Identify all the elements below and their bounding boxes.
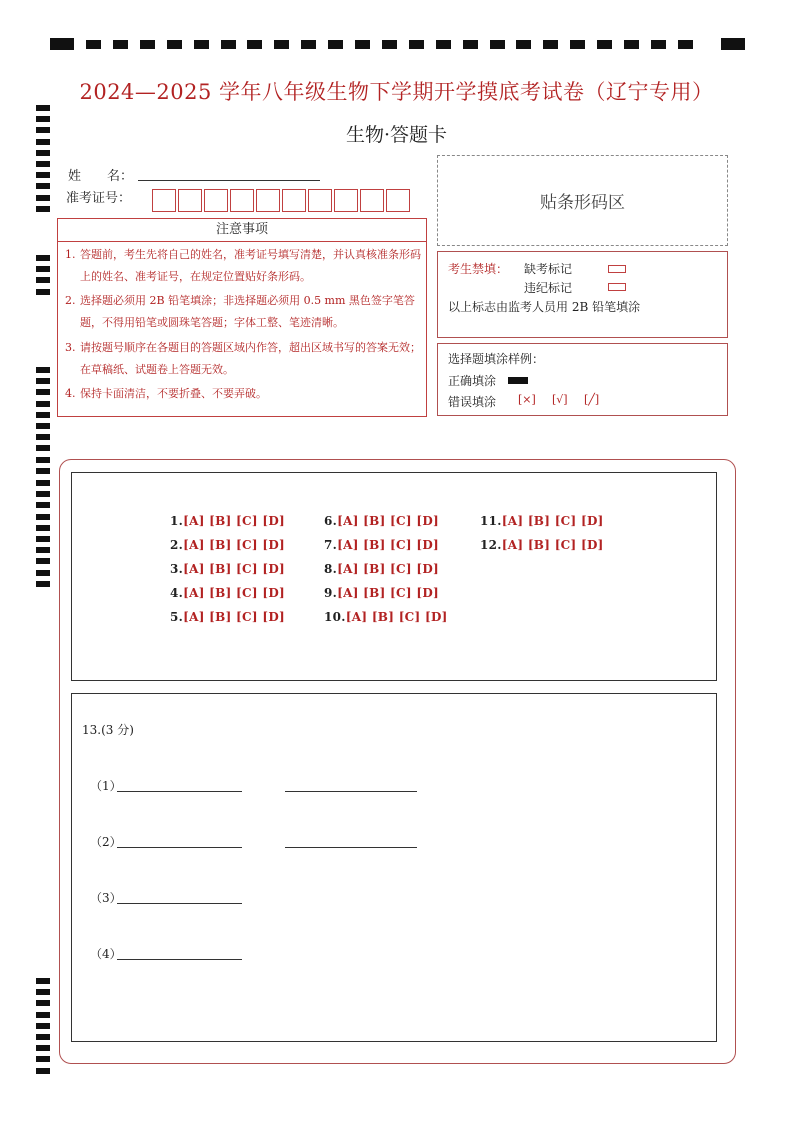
wrong-mark-slash: [╱] — [584, 393, 600, 406]
timing-mark — [570, 40, 585, 49]
exam-id-digit-box[interactable] — [256, 189, 280, 212]
side-timing-mark — [36, 1023, 50, 1029]
side-timing-mark — [36, 536, 50, 542]
question-number: 10. — [324, 610, 346, 624]
choice-question-9[interactable] — [324, 586, 439, 600]
timing-mark — [678, 40, 693, 49]
fill-sample-box — [437, 343, 728, 416]
side-timing-mark — [36, 502, 50, 508]
question-number: 1. — [170, 514, 184, 528]
q13-part-1-blank-1[interactable] — [117, 791, 242, 792]
notice-item — [65, 244, 423, 288]
side-timing-mark — [36, 1045, 50, 1051]
notice-item-number: 3. — [65, 341, 76, 354]
answer-options[interactable]: [A] [B] [C] [D] — [183, 514, 286, 528]
side-timing-mark — [36, 525, 50, 531]
notice-item-text: 请按题号顺序在各题目的答题区域内作答，超出区域书写的答案无效；在草稿纸、试题卷上答题无效。 — [80, 341, 421, 376]
notice-item-text: 选择题必须用 2B 铅笔填涂；非选择题必须用 0.5 mm 黑色签字笔答题，不得用铅笔或圆珠笔答题；字体工整、笔迹清晰。 — [80, 294, 415, 329]
choice-question-11[interactable] — [480, 514, 604, 528]
question-13-title: 13.(3 分) — [82, 723, 134, 737]
exam-id-digit-box[interactable] — [308, 189, 332, 212]
question-number: 4. — [170, 586, 184, 600]
timing-mark — [721, 38, 745, 50]
notice-item — [65, 383, 423, 405]
side-timing-mark — [36, 1000, 50, 1006]
choice-question-1[interactable] — [170, 514, 285, 528]
q13-part-3-blank-1[interactable] — [117, 903, 242, 904]
choice-question-7[interactable] — [324, 538, 439, 552]
timing-mark — [274, 40, 289, 49]
violation-mark-label: 违纪标记 — [524, 281, 573, 295]
question-number: 7. — [324, 538, 338, 552]
choice-question-8[interactable] — [324, 562, 439, 576]
question-number: 8. — [324, 562, 338, 576]
answer-options[interactable]: [A] [B] [C] [D] — [337, 562, 440, 576]
answer-options[interactable]: [A] [B] [C] [D] — [501, 538, 604, 552]
timing-mark — [382, 40, 397, 49]
question-number: 5. — [170, 610, 184, 624]
wrong-mark-check: [√] — [552, 393, 568, 406]
q13-part-4-blank-1[interactable] — [117, 959, 242, 960]
barcode-area — [437, 155, 728, 246]
exam-id-label: 准考证号： — [66, 191, 132, 206]
q13-part-3-label: （3） — [90, 891, 122, 905]
answer-options[interactable]: [A] [B] [C] [D] — [183, 562, 286, 576]
side-timing-mark — [36, 266, 50, 272]
notice-item-number: 4. — [65, 387, 76, 400]
choice-question-12[interactable] — [480, 538, 604, 552]
answer-options[interactable]: [A] [B] [C] [D] — [501, 514, 604, 528]
exam-id-digit-box[interactable] — [386, 189, 410, 212]
question-number: 9. — [324, 586, 338, 600]
side-timing-mark — [36, 547, 50, 553]
side-timing-mark — [36, 183, 50, 189]
timing-mark — [355, 40, 370, 49]
q13-part-1-blank-2[interactable] — [285, 791, 417, 792]
side-timing-mark — [36, 277, 50, 283]
side-timing-mark — [36, 401, 50, 407]
exam-id-digit-box[interactable] — [230, 189, 254, 212]
exam-title: 2024—2025 学年八年级生物下学期开学摸底考试卷（辽宁专用） — [79, 80, 714, 104]
side-timing-mark — [36, 1068, 50, 1074]
choice-questions-box — [71, 472, 717, 681]
timing-mark — [543, 40, 558, 49]
answer-options[interactable]: [A] [B] [C] [D] — [337, 538, 440, 552]
side-timing-mark — [36, 581, 50, 587]
timing-mark — [221, 40, 236, 49]
question-number: 11. — [480, 514, 502, 528]
side-timing-mark — [36, 1056, 50, 1062]
wrong-mark-cross: [×] — [518, 393, 536, 406]
absent-mark-label: 缺考标记 — [524, 262, 573, 276]
barcode-area-label: 贴条形码区 — [540, 193, 625, 213]
side-timing-mark — [36, 480, 50, 486]
notice-item-number: 2. — [65, 294, 76, 307]
notice-box — [57, 242, 427, 417]
answer-options[interactable]: [A] [B] [C] [D] — [183, 586, 286, 600]
q13-part-4-label: （4） — [90, 947, 122, 961]
side-timing-mark — [36, 195, 50, 201]
name-field[interactable] — [138, 180, 320, 181]
correct-fill-label: 正确填涂 — [448, 374, 497, 388]
timing-mark — [651, 40, 666, 49]
timing-mark — [463, 40, 478, 49]
fill-sample-heading: 选择题填涂样例： — [448, 352, 545, 366]
side-timing-mark — [36, 412, 50, 418]
side-timing-mark — [36, 468, 50, 474]
side-timing-mark — [36, 206, 50, 212]
timing-mark — [624, 40, 639, 49]
side-timing-mark — [36, 289, 50, 295]
timing-mark — [490, 40, 505, 49]
proctor-marks-box — [437, 251, 728, 338]
question-number: 2. — [170, 538, 184, 552]
answer-options[interactable]: [A] [B] [C] [D] — [183, 610, 286, 624]
side-timing-mark — [36, 989, 50, 995]
side-timing-mark — [36, 978, 50, 984]
question-number: 6. — [324, 514, 338, 528]
correct-fill-swatch — [508, 377, 528, 384]
notice-heading: 注意事项 — [57, 218, 427, 242]
answer-options[interactable]: [A] [B] [C] [D] — [183, 538, 286, 552]
side-timing-mark — [36, 570, 50, 576]
notice-item — [65, 290, 423, 334]
answer-options[interactable]: [A] [B] [C] [D] — [337, 586, 440, 600]
side-timing-mark — [36, 389, 50, 395]
exam-id-digit-box[interactable] — [204, 189, 228, 212]
side-timing-mark — [36, 150, 50, 156]
answer-options[interactable]: [A] [B] [C] [D] — [345, 610, 448, 624]
timing-mark — [167, 40, 182, 49]
side-timing-mark — [36, 1012, 50, 1018]
timing-mark — [247, 40, 262, 49]
timing-mark — [409, 40, 424, 49]
side-timing-mark — [36, 172, 50, 178]
choice-question-10[interactable] — [324, 610, 448, 624]
side-timing-mark — [36, 558, 50, 564]
q13-part-2-blank-1[interactable] — [117, 847, 242, 848]
side-timing-mark — [36, 491, 50, 497]
question-13-box — [71, 693, 717, 1042]
notice-item — [65, 337, 423, 381]
timing-mark — [301, 40, 316, 49]
timing-mark — [50, 38, 74, 50]
exam-id-digit-box[interactable] — [334, 189, 358, 212]
answer-sheet-subtitle: 生物·答题卡 — [345, 124, 448, 146]
forbidden-label: 考生禁填： — [448, 262, 509, 276]
choice-question-2[interactable] — [170, 538, 285, 552]
choice-question-6[interactable] — [324, 514, 439, 528]
notice-item-number: 1. — [65, 248, 76, 261]
side-timing-mark — [36, 514, 50, 520]
timing-mark — [86, 40, 101, 49]
violation-mark-box[interactable] — [608, 283, 626, 291]
choice-question-5[interactable] — [170, 610, 285, 624]
proctor-note: 以上标志由监考人员用 2B 铅笔填涂 — [448, 300, 641, 314]
side-timing-mark — [36, 378, 50, 384]
timing-mark — [597, 40, 612, 49]
choice-question-4[interactable] — [170, 586, 285, 600]
timing-mark — [194, 40, 209, 49]
side-timing-mark — [36, 434, 50, 440]
timing-mark — [140, 40, 155, 49]
timing-mark — [113, 40, 128, 49]
side-timing-mark — [36, 445, 50, 451]
q13-part-2-label: （2） — [90, 835, 122, 849]
q13-part-2-blank-2[interactable] — [285, 847, 417, 848]
notice-item-text: 保持卡面清洁，不要折叠、不要弄破。 — [80, 387, 267, 400]
absent-mark-box[interactable] — [608, 265, 626, 273]
q13-part-1-label: （1） — [90, 779, 122, 793]
question-number: 12. — [480, 538, 502, 552]
exam-id-digit-box[interactable] — [360, 189, 384, 212]
choice-question-3[interactable] — [170, 562, 285, 576]
side-timing-mark — [36, 457, 50, 463]
exam-id-digit-box[interactable] — [152, 189, 176, 212]
exam-id-digit-box[interactable] — [178, 189, 202, 212]
answer-options[interactable]: [A] [B] [C] [D] — [337, 514, 440, 528]
side-timing-mark — [36, 367, 50, 373]
timing-mark — [516, 40, 531, 49]
timing-mark — [436, 40, 451, 49]
side-timing-mark — [36, 1034, 50, 1040]
side-timing-mark — [36, 255, 50, 261]
exam-id-digit-box[interactable] — [282, 189, 306, 212]
wrong-fill-label: 错误填涂 — [448, 395, 497, 409]
side-timing-mark — [36, 161, 50, 167]
side-timing-mark — [36, 423, 50, 429]
timing-mark — [328, 40, 343, 49]
top-timing-marks — [50, 38, 745, 50]
question-number: 3. — [170, 562, 184, 576]
notice-item-text: 答题前，考生先将自己的姓名，准考证号填写清楚，并认真核准条形码上的姓名、准考证号，在规定位置贴好条形码。 — [80, 248, 421, 283]
name-label: 姓 名： — [68, 169, 134, 184]
